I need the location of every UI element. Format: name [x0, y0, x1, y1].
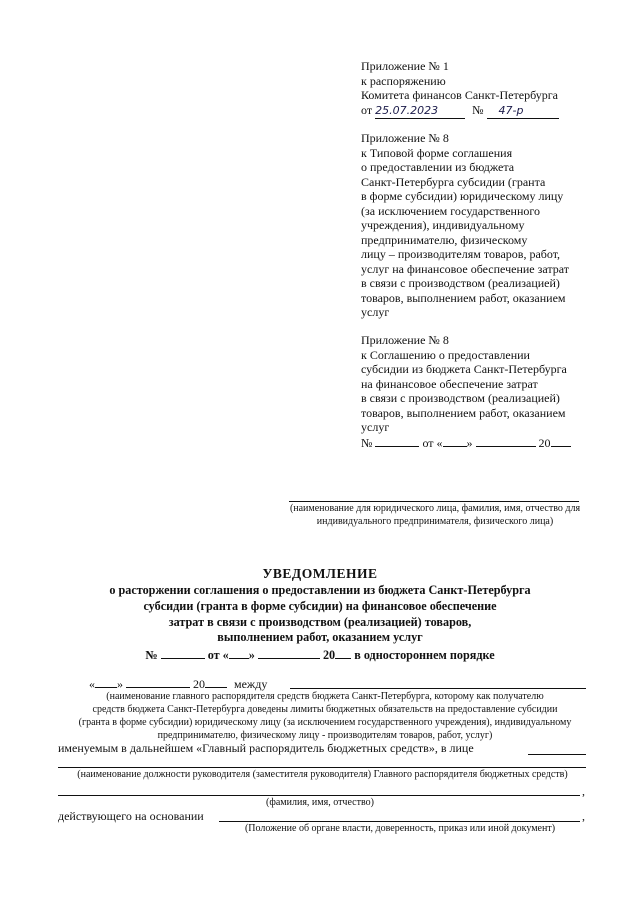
annex-2-line: в связи с производством (реализацией) [361, 276, 560, 290]
number-prefix: № [472, 102, 484, 117]
date-close: » [466, 435, 473, 450]
blank-month [126, 676, 190, 688]
subtitle-number-row [60, 647, 580, 664]
document-subtitle [60, 583, 580, 664]
fio-comma: , [582, 784, 585, 798]
document-title: УВЕДОМЛЕНИЕ [262, 566, 378, 581]
annex-2-line: Приложение № 8 [361, 131, 449, 145]
subtitle-suffix: в одностороннем порядке [354, 648, 495, 663]
annex-3-line: к Соглашению о предоставлении [361, 347, 530, 362]
blank-number [375, 435, 419, 447]
caption-line: предпринимателю, физическому лицу - производителям товаров, работ, услуг) [157, 730, 493, 741]
number-prefix: № [145, 648, 158, 663]
annex-3-block [361, 333, 591, 450]
distributor-caption [55, 690, 595, 742]
year-prefix: 20 [193, 677, 205, 691]
annex-1-line: Комитета финансов Санкт-Петербурга [361, 88, 558, 102]
handwritten-number: 47-р [487, 104, 559, 120]
named-row [58, 741, 474, 756]
subtitle-line: выполнением работ, оказанием услуг [217, 630, 423, 645]
annex-3-line: субсидии из бюджета Санкт-Петербурга [361, 362, 567, 376]
subtitle-line: субсидии (гранта в форме субсидии) на финансовое обеспечение [143, 598, 497, 613]
basis-caption: (Положение об органе власти, доверенность, приказ или иной документ) [244, 823, 556, 834]
recipient-name-line [289, 501, 579, 502]
annex-3-number-row [361, 435, 591, 451]
blank-number [161, 647, 205, 659]
date-close: » [117, 677, 123, 691]
caption-line: средств бюджета Санкт-Петербурга доведены лимиты бюджетных обязательств на предоставление субсидии [92, 704, 558, 715]
annex-1-line: к распоряжению [361, 73, 446, 88]
annex-2-line: (за исключением государственного [361, 203, 540, 218]
annex-2-line: к Типовой форме соглашения [361, 145, 513, 160]
annex-2-line: предпринимателю, физическому [361, 232, 528, 247]
annex-1-line: Приложение № 1 [361, 59, 449, 73]
blank-month [258, 647, 320, 659]
position-caption: (наименование должности руководителя (заместителя руководителя) Главного распорядителя бюджетных средств) [77, 769, 568, 780]
date-close: » [248, 648, 255, 663]
blank-year [205, 676, 227, 688]
year-prefix: 20 [322, 648, 336, 663]
between-text: между [234, 677, 268, 691]
fio-caption: (фамилия, имя, отчество) [266, 797, 374, 808]
subtitle-line: затрат в связи с производством (реализацией) товаров, [168, 614, 472, 629]
recipient-caption: (наименование для юридического лица, фамилия, имя, отчество для индивидуального предпринимателя, физического лица) [289, 503, 581, 527]
year-prefix: 20 [538, 435, 551, 450]
annex-1-block [361, 59, 591, 119]
named-text: именуемым в дальнейшем «Главный распорядитель бюджетных средств», в лице [58, 741, 474, 755]
blank-day [95, 676, 117, 688]
caption-line: (наименование главного распорядителя средств бюджета Санкт-Петербурга, которому как получателю [106, 691, 544, 702]
annex-1-date-row [361, 103, 591, 120]
annex-2-line: лицу – производителям товаров, работ, [361, 247, 561, 261]
handwritten-date: 25.07.2023 [375, 104, 465, 120]
annex-3-line: товаров, выполнением работ, оказанием [361, 405, 566, 420]
annex-2-line: о предоставлении из бюджета [361, 160, 515, 174]
annex-2-block [361, 131, 591, 320]
annex-2-line: услуг на финансовое обеспечение затрат [361, 261, 570, 276]
annex-2-line: Санкт-Петербурга субсидии (гранта [361, 174, 546, 189]
representative-line [528, 754, 586, 755]
basis-comma: , [582, 809, 585, 823]
annex-3-line: Приложение № 8 [361, 333, 449, 347]
date-open: « [89, 677, 95, 691]
blank-day [443, 435, 467, 447]
subtitle-line: о расторжении соглашения о предоставлении из бюджета Санкт-Петербурга [109, 583, 531, 597]
number-prefix: № [361, 435, 373, 450]
annex-2-line: услуг [361, 305, 390, 319]
blank-month [476, 435, 536, 447]
annex-2-line: товаров, выполнением работ, оказанием [361, 290, 566, 305]
annex-3-line: в связи с производством (реализацией) [361, 391, 560, 405]
acting-text: действующего на основании [58, 809, 204, 823]
distributor-name-line [290, 688, 586, 689]
acting-row [58, 809, 204, 824]
annex-3-line: услуг [361, 420, 390, 434]
date-from: от « [422, 435, 443, 450]
blank-day [229, 647, 249, 659]
date-from: от « [207, 648, 229, 663]
annex-2-line: в форме субсидии) юридическому лицу [361, 189, 564, 203]
annex-3-line: на финансовое обеспечение затрат [361, 376, 538, 391]
date-prefix: от [361, 102, 373, 117]
blank-year [335, 647, 351, 659]
caption-line: (гранта в форме субсидии) юридическому лицу (за исключением государственного учреждения), индивидуальному [78, 717, 572, 728]
blank-year [551, 435, 571, 447]
annex-2-line: учреждения), индивидуальному [361, 218, 525, 232]
